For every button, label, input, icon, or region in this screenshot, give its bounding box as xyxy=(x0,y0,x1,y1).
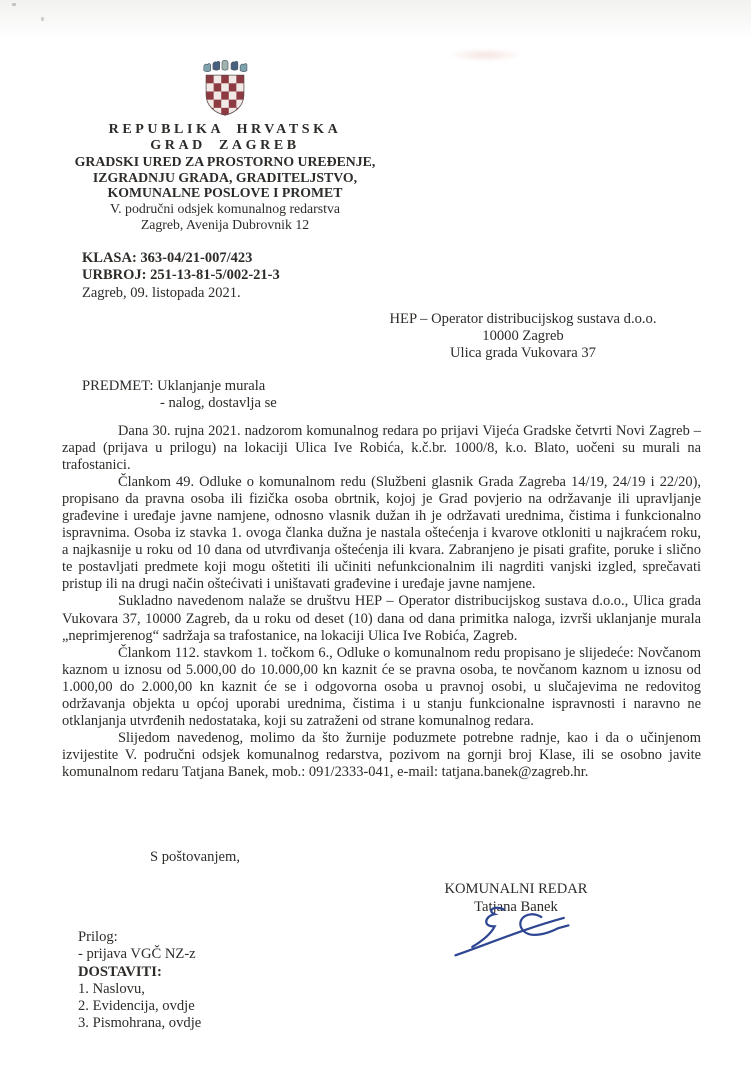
signer-name: Tatjana Banek xyxy=(474,898,558,915)
klasa-number: KLASA: 363-04/21-007/423 xyxy=(82,250,253,266)
letterhead-office-line3: KOMUNALNE POSLOVE I PROMET xyxy=(107,185,343,201)
subject-subline: - nalog, dostavlja se xyxy=(160,395,277,412)
body-paragraph-1: Dana 30. rujna 2021. nadzorom komunalnog redara po prijavi Vijeća Gradske četvrti Novi Zagreb – zapad (prijava u prilogu) na lokaciji Ulica Ive Robića, k.č.br. 1000/8, k.o. Blato, uočeni su murali na trafostanici. xyxy=(62,423,701,474)
dostaviti-item-3: 3. Pismohrana, ovdje xyxy=(78,1015,202,1032)
dostaviti-item-1: 1. Naslovu, xyxy=(78,980,145,997)
recipient-block xyxy=(345,311,701,363)
letterhead-office-line2: IZGRADNJU GRADA, GRADITELJSTVO, xyxy=(92,169,358,185)
letterhead-address: Zagreb, Avenija Dubrovnik 12 xyxy=(140,216,310,232)
body-paragraph-5: Slijedom navedenog, molimo da što žurnije poduzmete potrebne radnje, kao i da o učinjenom izvijestite V. područni odsjek komunalnog redarstva, pozivom na gornji broj Klase, ili se osobno javite komunalnom redaru Tatjana Banek, mob.: 091/2333-041, e-mail: tatjana.banek@zagreb.hr. xyxy=(62,729,701,780)
croatia-coat-of-arms-icon xyxy=(202,60,248,116)
subject-line: PREDMET: Uklanjanje murala xyxy=(82,378,266,394)
subject-block xyxy=(82,378,277,412)
letterhead xyxy=(68,60,382,232)
letter-body xyxy=(62,423,701,781)
reference-block xyxy=(82,250,280,302)
date-place: Zagreb, 09. listopada 2021. xyxy=(82,284,241,301)
body-paragraph-4: Člankom 112. stavkom 1. točkom 6., Odluke o komunalnom redu propisano je slijedeće: Novčanom kaznom u iznosu od 5.000,00 do 10.000,00 kn kaznit će se pravna osoba, te novčanom kaznom u iznosu od 1.000,00 do 2.000,00 kn kaznit će se i odgovorna osoba u pravnoj osobi, u slučajevima ne redovitog održavanja objekta u općoj uporabi urednima, čistima i u stanju funkcionalne ispravnosti i naravno ne otklanjanja utvrđenih nedostataka, koji su zatraženi od strane komunalnog redara. xyxy=(62,644,701,729)
prilog-label: Prilog: xyxy=(78,929,118,945)
letterhead-office-line1: GRADSKI URED ZA PROSTORNO UREĐENJE, xyxy=(74,154,376,169)
dostaviti-item-2: 2. Evidencija, ovdje xyxy=(78,998,195,1015)
salutation: S poštovanjem, xyxy=(150,849,240,865)
recipient-name: HEP – Operator distribucijskog sustava d.o.o. xyxy=(389,311,657,327)
recipient-postal: 10000 Zagreb xyxy=(482,328,564,345)
scan-artifact-speck xyxy=(12,3,16,6)
dostaviti-label: DOSTAVITI: xyxy=(78,963,162,980)
urbroj-number: URBROJ: 251-13-81-5/002-21-3 xyxy=(82,267,280,284)
footer-block xyxy=(78,929,201,1033)
scan-artifact-smudge xyxy=(448,48,523,62)
handwritten-signature xyxy=(448,903,588,959)
scan-artifact-speck xyxy=(41,17,44,21)
coa-crown xyxy=(204,60,247,71)
letterhead-department: V. područni odsjek komunalnog redarstva xyxy=(109,200,341,216)
letterhead-city: GRAD ZAGREB xyxy=(150,138,300,153)
body-paragraph-2: Člankom 49. Odluke o komunalnom redu (Službeni glasnik Grada Zagreba 14/19, 24/19 i 22/20), propisano da pravna osoba ili fizička osoba obrtnik, kojoj je Grad povjerio na održavanje ili upravljanje građevine i uređaje javne namjene, odnosno vlasnik dužan ih je održavati urednima, čistima i funkcionalno ispravnima. Osoba iz stavka 1. ovoga članka dužna je nastala oštećenja i kvarove otkloniti u najkraćem roku, a najkasnije u roku od 10 dana od utvrđivanja oštećenja ili kvara. Zabranjeno je pisati grafite, poruke i slično te postavljati predmete koji mogu oštetiti ili učiniti nefunkcionalnim ili nagrditi vanjski izgled, sprečavati pristup ili na drugi način oštećivati i uništavati građevine i uređaje javne namjene. xyxy=(62,474,701,593)
letterhead-country: REPUBLIKA HRVATSKA xyxy=(108,122,342,137)
prilog-item: - prijava VGČ NZ-z xyxy=(78,946,196,963)
signer-title: KOMUNALNI REDAR xyxy=(444,881,588,897)
body-paragraph-3: Sukladno navedenom nalaže se društvu HEP – Operator distribucijskog sustava d.o.o., Ulica grada Vukovara 37, 10000 Zagreb, da u roku od deset (10) dana od dana primitka naloga, izvrši uklanjanje murala „neprimjerenog“ sadržaja sa trafostanice, na lokaciji Ulica Ive Robića, Zagreb. xyxy=(62,593,701,644)
recipient-street: Ulica grada Vukovara 37 xyxy=(450,345,596,362)
